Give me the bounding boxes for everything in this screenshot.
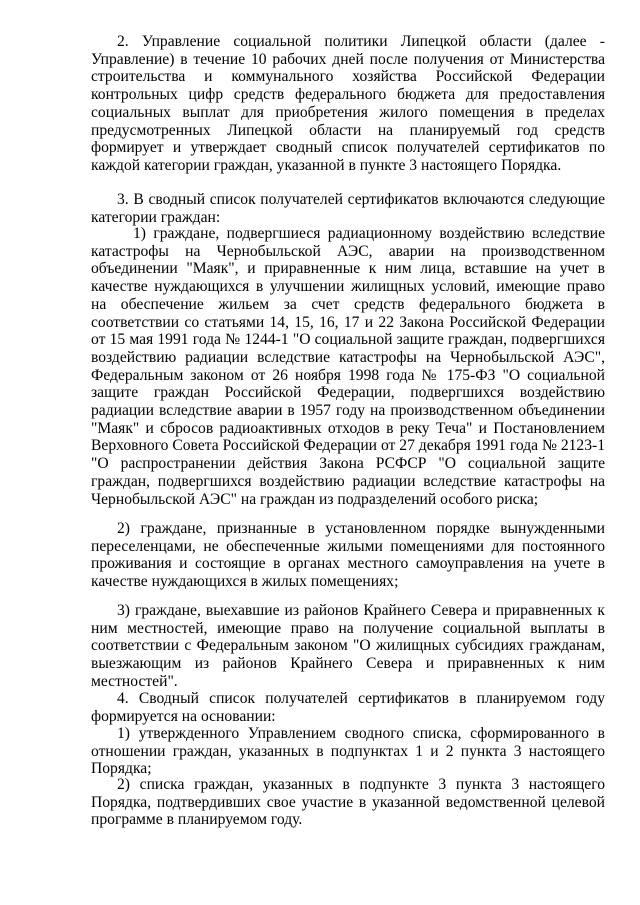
subparagraph-3-1 <box>91 225 605 508</box>
paragraph-text: 3) граждане, выехавшие из районов Крайнего Севера и приравненных к ним местностей, имеющие право на получение социальной выплаты в соответствии с Федеральным законом "О жилищных субсидиях гражданам, выезжающим из районов Крайнего Севера и приравненных к ним местностей". <box>91 602 605 690</box>
paragraph-item-2 <box>91 33 605 175</box>
paragraph-text: 1) утвержденного Управлением сводного списка, сформированного в отношении граждан, указанных в подпунктах 1 и 2 пункта 3 настоящего Порядка; <box>91 725 605 778</box>
paragraph-text: 1) граждане, подвергшиеся радиационному воздействию вследствие катастрофы на Чернобыльской АЭС, аварии на производственном объединении "Маяк", и приравненные к ним лица, вставшие на учет в качестве нуждающихся в улучшении жилищных условий, имеющие право на обеспечение жильем за счет средств федерального бюджета в соответствии со статьями 14, 15, 16, 17 и 22 Закона Российской Федерации от 15 мая 1991 года № 1244-1 "О социальной защите граждан, подвергшихся воздействию радиации вследствие катастрофы на Чернобыльской АЭС", Федеральным законом от 26 ноября 1998 года № 175-ФЗ "О социальной защите граждан Российской Федерации, подвергшихся воздействию радиации вследствие аварии в 1957 году на производственном объединении "Маяк" и сбросов радиоактивных отходов в реку Теча" и Постановлением Верховного Совета Российской Федерации от 27 декабря 1991 года № 2123-1 "О распространении действия Закона РСФСР "О социальной защите граждан, подвергшихся воздействию радиации вследствие катастрофы на Чернобыльской АЭС" на граждан из подразделений особого риска; <box>91 225 605 508</box>
subparagraph-4-1 <box>91 725 605 778</box>
paragraph-item-3 <box>91 191 605 226</box>
paragraph-text: 2. Управление социальной политики Липецкой области (далее - Управление) в течение 10 рабочих дней после получения от Министерства строительства и коммунального хозяйства Российской Федерации контрольных цифр средств федерального бюджета для предоставления социальных выплат для приобретения жилого помещения в пределах предусмотренных Липецкой области на планируемый год средств формирует и утверждает сводный список получателей сертификатов по каждой категории граждан, указанной в пункте 3 настоящего Порядка. <box>91 33 605 174</box>
subparagraph-4-2 <box>91 776 605 829</box>
paragraph-text: 2) списка граждан, указанных в подпункте 3 пункта 3 настоящего Порядка, подтвердивших свое участие в указанной ведомственной целевой программе в планируемом году. <box>91 776 605 829</box>
paragraph-text: 3. В сводный список получателей сертификатов включаются следующие категории граждан: <box>91 191 605 226</box>
paragraph-text: 2) граждане, признанные в установленном порядке вынужденными переселенцами, не обеспеченные жилыми помещениями для постоянного проживания и состоящие в органах местного самоуправления на учете в качестве нуждающихся в жилых помещениях; <box>91 520 605 591</box>
paragraph-text: 4. Сводный список получателей сертификатов в планируемом году формируется на основании: <box>91 690 605 725</box>
subparagraph-3-3 <box>91 602 605 691</box>
subparagraph-3-2 <box>91 520 605 591</box>
paragraph-item-4 <box>91 690 605 725</box>
